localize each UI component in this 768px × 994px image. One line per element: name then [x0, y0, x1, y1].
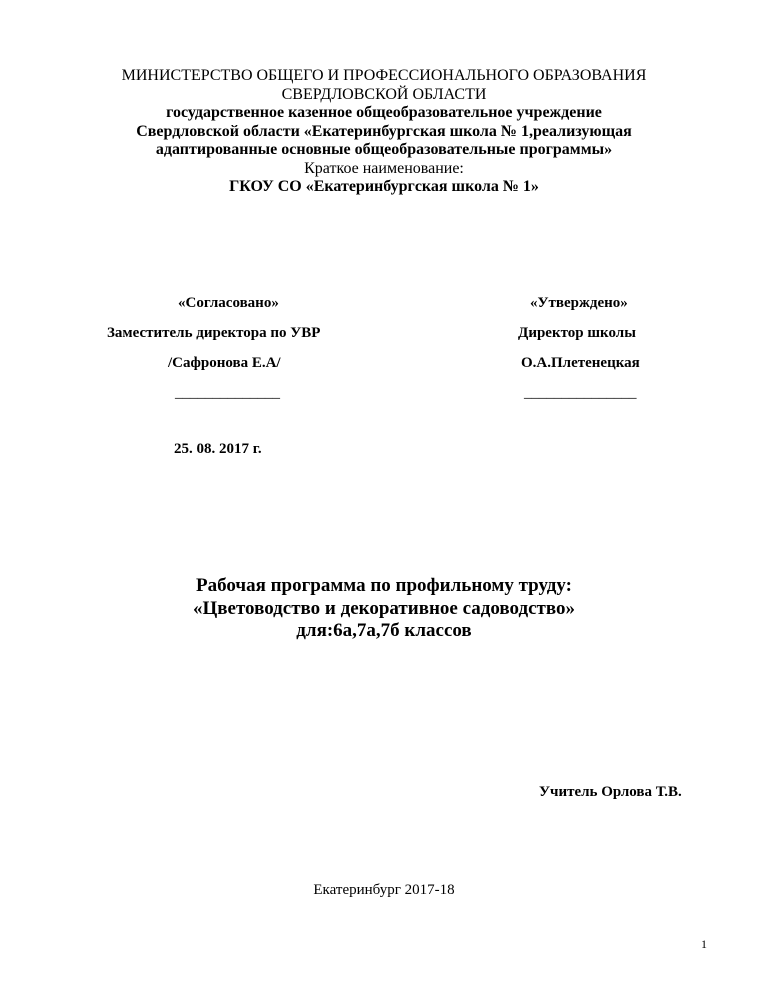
- agreed-signature-line: ______________: [175, 385, 280, 401]
- institution-line-3: адаптированные основные общеобразовательные программы»: [155, 141, 613, 158]
- approved-position: Директор школы: [518, 325, 636, 341]
- agreed-heading: «Согласовано»: [178, 295, 279, 311]
- ministry-line-2: СВЕРДЛОВСКОЙ ОБЛАСТИ: [281, 85, 487, 103]
- program-title-line-2: «Цветоводство и декоративное садоводство»: [192, 597, 575, 619]
- page-number: 1: [701, 937, 707, 951]
- approved-signature-line: _______________: [524, 385, 637, 401]
- institution-line-2: Свердловской области «Екатеринбургская школа № 1,реализующая: [136, 122, 632, 140]
- agreed-date: 25. 08. 2017 г.: [174, 441, 262, 457]
- institution-line-1: государственное казенное общеобразовательное учреждение: [166, 104, 602, 121]
- program-title: [0, 575, 768, 643]
- city-year: Екатеринбург 2017-18: [313, 882, 455, 898]
- agreed-name: /Сафронова Е.А/: [168, 355, 281, 371]
- approved-name: О.А.Плетенецкая: [521, 355, 640, 371]
- approved-heading: «Утверждено»: [530, 295, 628, 311]
- short-name-label: Краткое наименование:: [304, 159, 464, 177]
- program-title-line-1: Рабочая программа по профильному труду:: [196, 575, 572, 596]
- ministry-line-1: МИНИСТЕРСТВО ОБЩЕГО И ПРОФЕССИОНАЛЬНОГО ОБРАЗОВАНИЯ: [121, 67, 647, 84]
- short-name: ГКОУ СО «Екатеринбургская школа № 1»: [229, 178, 539, 195]
- document-header: [0, 67, 768, 197]
- agreed-position: Заместитель директора по УВР: [107, 325, 321, 341]
- program-title-line-3: для:6а,7а,7б классов: [296, 620, 472, 641]
- teacher-name: Учитель Орлова Т.В.: [539, 784, 682, 800]
